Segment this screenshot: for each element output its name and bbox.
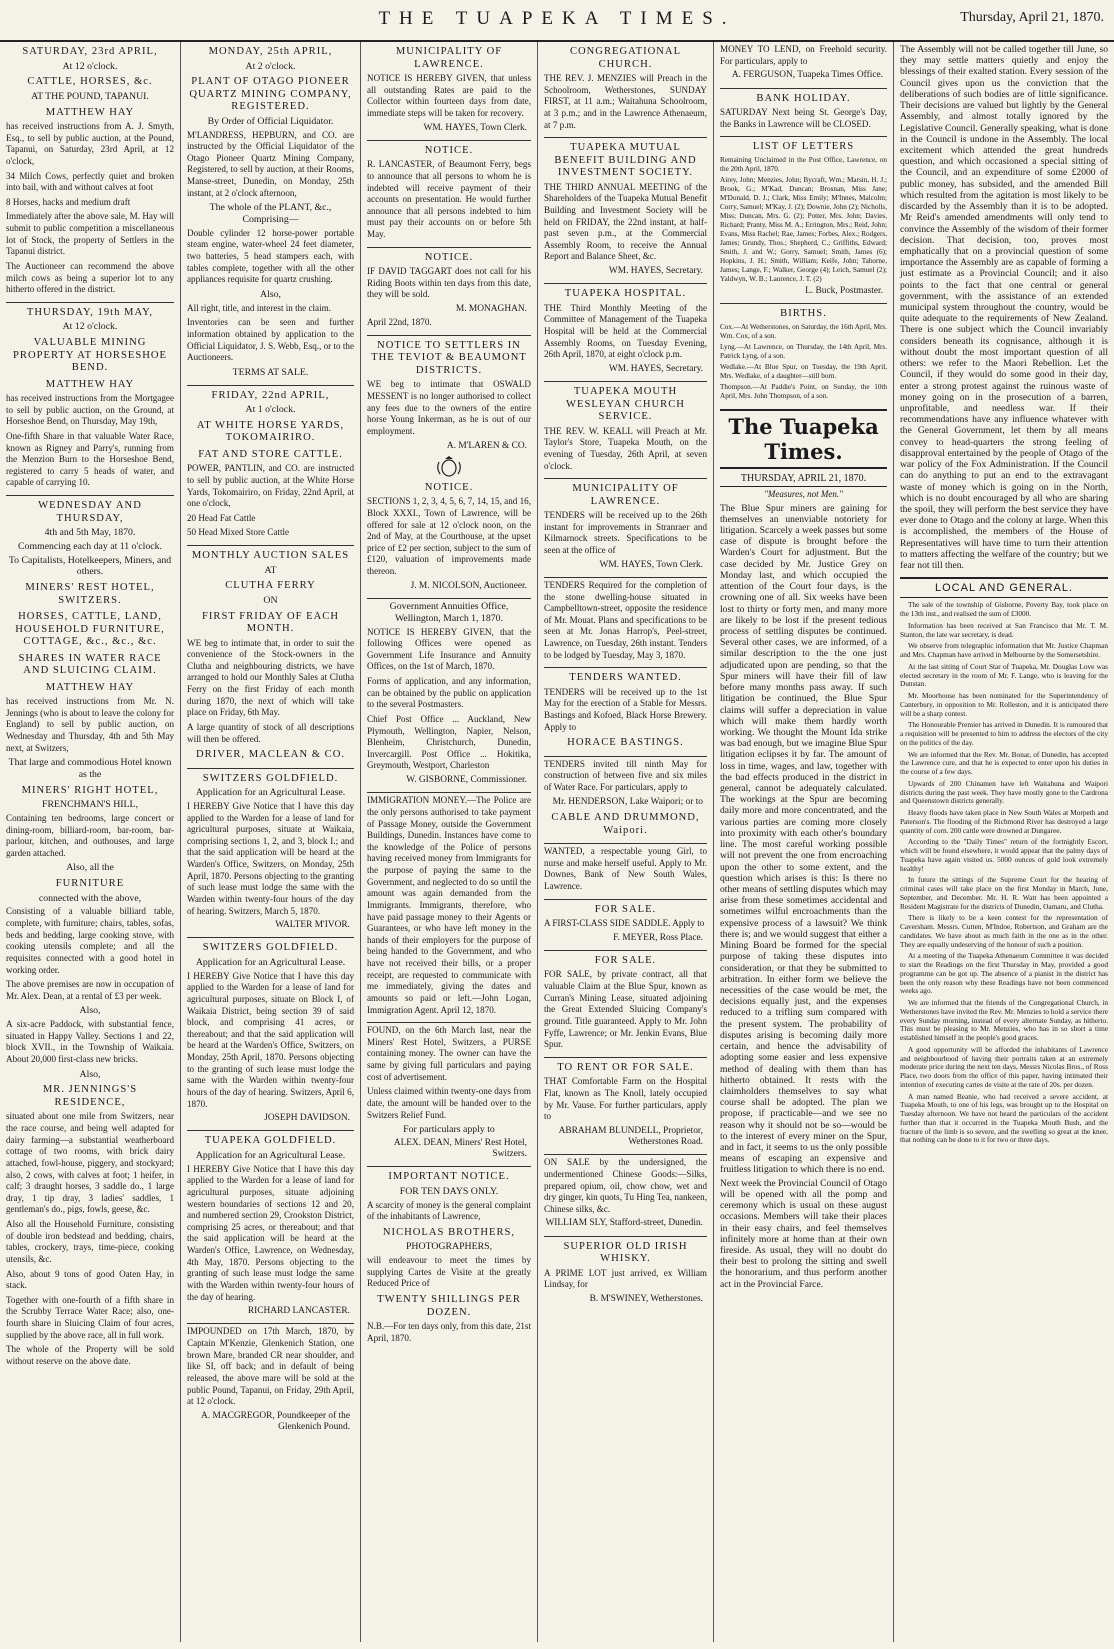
column-3 [360,42,537,1642]
notice-paragraph: FOUND, on the 6th March last, near the Miners' Rest Hotel, Switzers, a PURSE containing money. The owner can have the same by giving full particulars and paying cost of advertisement. [367,1025,531,1082]
notice-paragraph: I HEREBY Give Notice that I have this day applied to the Warden for a lease of land for agricultural purposes, situate at Waikaia, comprising sections 1, 2, and 3, block I.; and that the said application will be heard at the Warden's Office, Switzers, on Monday, 25th April, 1870. Persons objecting to the granting of such lease must lodge the same with the Warden within twenty-four hours of the day of hearing. Switzers, March 5, 1870. [187,800,354,916]
notice-heading: DRIVER, MACLEAN & CO. [195,749,345,761]
notice-signature: J. M. NICOLSON, Auctioneer. [410,580,527,591]
notice-paragraph: WE beg to intimate that, in order to suit the convenience of the Stock-owners in the Clutha and neighbouring districts, we have arranged to hold our Monthly Sales at Clutha Ferry on the first Friday of each month during 1870, the next of which will take place on Friday, 6th May. [187,637,354,718]
notice-heading: TENDERS WANTED. [569,672,682,684]
notice-caption: Government Annuities Office, Wellington, March 1, 1870. [389,601,509,624]
notice-heading: CABLE AND DRUMMOND, Waipori. [551,812,700,836]
news-item: We observe from telegraphic information that Mr. Justice Chapman and Mrs. Chapman have arrived in Melbourne by the Somersetshire. [900,641,1108,660]
notice-heading: TUAPEKA MOUTH WESLEYAN CHURCH SERVICE. [566,386,685,423]
notice-paragraph: Immediately after the above sale, M. Hay will submit to public competition a miscellaneous lot of Stock, the property of Settlers in the Tapanui district. [6,211,174,257]
notice-paragraph: Double cylinder 12 horse-power portable steam engine, water-wheel 24 feet diameter, two batteries, 5 head stampers each, with tables complete, together with all the other appliances requisite for quartz crushing. [187,227,354,285]
small-print: Airey, John; Menzies, John; Bycraft, Wm.; Marsin, H. J.; Brook, G.; M'Kad, Duncan; Brosnan, Miss Jane; M'Donald, D. J.; Clark, Miss Emily; M'Innes, Malcolm; Corry, Samuel; M'Kay, J. (2); Downie, John (2); Nicholls, Miss; Duncan, Mrs. G. (2); Potter, Mrs. John; Davies, Richard; Pranty, Miss M. A.; Errington, Mrs.; Reid, John; Evans, Miss Rachel; Rae, James; Forbes, Alex.; Rodgers, James; Grundy, Thos.; Shepherd, C.; Griffiths, Edward; Smith, J. and W.; Gorry, Samuel; Smith, James (6); Hopkins, J. H.; Smith, William; Keife, John; Taborne, James; Lange, F.; Walker, George (4); Leich, Samuel (2); Yaldwyn, W. B.; Laurence, J. T. (2) [720,175,887,283]
notice-signature: A. MACGREGOR, Poundkeeper of the Glenkenich Pound. [201,1410,350,1433]
notice-heading: BIRTHS. [780,308,827,320]
notice-heading: TUAPEKA MUTUAL BENEFIT BUILDING AND INVESTMENT SOCIETY. [554,142,697,179]
notice-caption: At 2 o'clock. [245,60,296,72]
notice-paragraph: A six-acre Paddock, with substantial fence, situated in Happy Valley. Sections 1 and 22, block XVII., in the Township of Waikaia. About 20,000 first-class new bricks. [6,1019,174,1064]
news-item: In future the sittings of the Supreme Court for the hearing of criminal cases will take place on the first Monday in March, June, September, and December. Mr. H. R. Watt has been appointed a Resident Magistrate for the districts of Dunedin, Oamaru, and Clutha. [900,875,1108,911]
notice-heading: LIST OF LETTERS [752,141,855,153]
news-item: At the last sitting of Court Star of Tuapeka, Mr. Douglas Love was elected secretary in the room of Mr. F. Lange, who is leaving for the Dunstan. [900,661,1108,689]
notice-heading: SUPERIOR OLD IRISH WHISKY. [563,1240,688,1265]
notice-heading: CLUTHA FERRY [225,580,316,592]
notice-signature: WM. HAYES, Secretary. [608,266,703,276]
notice-signature: ABRAHAM BLUNDELL, Proprietor, Wetherstones Road. [558,1125,703,1148]
notice-heading: NOTICE. [424,251,474,263]
notice-heading: MUNICIPALITY OF LAWRENCE. [395,46,503,70]
notice-paragraph: IMPOUNDED on 17th March, 1870, by Captain M'Kenzie, Glenkenich Station, one brown Mare, branded CR near shoulder, and like SI, off back; and in default of being released, the above mare will be sold at the public Pound, Tapanui, on Friday, 29th April, at 12 o'clock. [187,1326,354,1407]
divider [367,1022,531,1023]
notice-heading: NOTICE. [424,144,474,156]
notice-paragraph: THE REV. W. KEALL will Preach at Mr. Taylor's Store, Tuapeka Mouth, on the evening of Tuesday, 26th April, at seven o'clock. [544,425,707,471]
notice-paragraph: IF DAVID TAGGART does not call for his Riding Boots within ten days from this date, they will be sold. [367,266,531,300]
notice-heading: THURSDAY, 19th MAY, [26,306,154,318]
divider [367,140,531,141]
notice-heading: MONDAY, 25th APRIL, [208,46,333,57]
notice-heading: FIRST FRIDAY OF EACH MONTH. [201,610,340,634]
notice-caption: FOR TEN DAYS ONLY. [399,1185,499,1197]
divider [544,843,707,844]
divider [544,1057,707,1058]
notice-paragraph: Unless claimed within twenty-one days from date, the amount will be handed over to the Switzers Relief Fund. [367,1086,531,1120]
notice-caption: 4th and 5th May, 1870. [44,527,136,538]
divider [544,899,707,900]
news-item: Heavy floods have taken place in New South Wales at Morpeth and Paterson's. The flooding of the Richmond River has destroyed a large quantity of corn. 200 cattle were drowned at Dungaree. [900,808,1108,835]
news-item: We are informed that the Rev. Mr. Bonar, of Dunedin, has accepted the Lawrence cure, and that he is expected to enter upon his duties in the course of a few days. [900,749,1108,777]
notice-signature: W. GISBORNE, Commissioner. [406,775,527,785]
notice-heading: FRIDAY, 22nd APRIL, [211,389,330,401]
notice-paragraph: MONEY TO LEND, on Freehold security. For particulars, apply to [720,44,887,66]
notice-caption: Also, [79,1005,101,1017]
notice-caption: TERMS AT SALE. [232,366,309,378]
notice-paragraph: TENDERS will be received up to the 26th instant for improvements in Stranraer and Kilmarnock streets. Specifications to be seen at the office of [544,510,707,556]
notice-signature: M. MONAGHAN. [455,304,527,315]
notice-paragraph: THAT Comfortable Farm on the Hospital Flat, known as The Knoll, lately occupied by Mr. Vause. For further particulars, apply to [544,1076,707,1122]
notice-heading: TUAPEKA HOSPITAL. [564,288,687,300]
notice-signature: WM. HAYES, Town Clerk. [423,122,527,133]
notice-caption: Commencing each day at 11 o'clock. [18,540,162,552]
notice-heading: NOTICE TO SETTLERS IN THE TEVIOT & BEAUMONT DISTRICTS. [371,339,527,376]
notice-paragraph: 34 Milch Cows, perfectly quiet and broken into bail, with and without calves at foot [6,170,174,193]
notice-signature: L. Buck, Postmaster. [805,285,883,296]
notice-paragraph: 50 Head Mixed Store Cattle [187,527,290,538]
notice-paragraph: The above premises are now in occupation of Mr. Alex. Dean, at a rental of £3 per week. [6,979,174,1001]
notice-caption: By Order of Official Liquidator. [207,115,334,127]
small-print: Wedlake.—At Blue Spur, on Tuesday, the 19th April, Mrs. Wedlake, of a daughter—still born. [720,362,887,380]
masthead [0,0,1114,42]
notice-paragraph: A PRIME LOT just arrived, ex William Lindsay, for [544,1267,707,1290]
divider [367,247,531,248]
notice-heading: CONGREGATIONAL CHURCH. [569,46,682,70]
notice-paragraph: ON SALE by the undersigned, the undermentioned Chinese Goods:—Silks, prepared opium, oil, chow chow, wet and dry ginger, kin quots, Tu Hing Tea, nankeen, Chinese silks, &c. [544,1157,707,1214]
notice-signature: WM. HAYES, Town Clerk. [599,559,703,570]
masthead-title: THE TUAPEKA TIMES. [378,8,736,29]
notice-paragraph: A FIRST-CLASS SIDE SADDLE. Apply to [544,918,705,928]
notice-paragraph: FOR SALE, by private contract, all that valuable Claim at the Blue Spur, known as Curran's Mining Lease, situated adjoining the Great Extended Sluicing Company's ground. Title guaranteed. Apply to Mr. John Fyffe, Lawrence; or Mr. Jenkin Evans, Blue Spur. [544,969,707,1050]
notice-paragraph: WE beg to intimate that OSWALD MESSENT is no longer authorised to collect any fees due to the owners of the entire horse Young Inkerman, as he is out of our employment. [367,379,531,436]
notice-paragraph: SECTIONS 1, 2, 3, 4, 5, 6, 7, 14, 15, and 16, Block XXXI., Town of Lawrence, will be offered for sale at 12 o'clock noon, on the 2nd of May, at the Courthouse, at the upset price of £2 per section, subject to the sum of £120, valuation of improvements made thereon. [367,496,531,577]
notice-paragraph: NOTICE IS HEREBY GIVEN, that the following Offices were opened as Government Life Insurance and Annuity Offices, on the 1st of March, 1870. [367,626,531,672]
masthead-date: Thursday, April 21, 1870. [960,10,1104,25]
notice-paragraph: A large quantity of stock of all descriptions will then be offered. [187,721,354,744]
notice-heading: VALUABLE MINING PROPERTY AT HORSESHOE BEND. [13,337,167,373]
small-print: Thompson.—At Paddie's Point, on Sunday, the 10th April, Mrs. John Thompson, of a son. [720,382,887,400]
notice-heading: FOR SALE. [594,903,657,915]
notice-paragraph: TENDERS invited till ninth May for construction of between five and six miles of Water Race. For particulars, apply to [544,758,707,793]
notice-signature: A. M'LAREN & CO. [446,440,527,451]
notice-paragraph: will endeavour to meet the times by supplying Cartes de Visite at the greatly Reduced Price of [367,1255,531,1289]
editorial-date: THURSDAY, APRIL 21, 1870. [720,471,887,487]
divider [367,1166,531,1167]
notice-heading: MATTHEW HAY [45,681,135,693]
column-4 [537,42,713,1642]
notice-signature: WALTER M'IVOR. [275,920,350,931]
column-1 [0,42,180,1642]
notice-caption: Also, [79,1068,101,1080]
divider [544,283,707,284]
notice-paragraph: WANTED, a respectable young Girl, to nurse and make herself useful. Apply to Mr. Downes, Bank of New South Wales, Lawrence. [544,846,707,891]
notice-signature: RICHARD LANCASTER. [247,1306,350,1317]
divider [544,478,707,479]
notice-paragraph: The whole of the Property will be sold without reserve on the above date. [6,1344,174,1366]
notice-signature: A. FERGUSON, Tuapeka Times Office. [731,70,883,81]
notice-paragraph: NOTICE IS HEREBY GIVEN, that unless all outstanding Rates are paid to the Collector within fourteen days from date, immediate steps will be taken for recovery. [367,73,531,118]
notice-heading: TUAPEKA GOLDFIELD. [204,1135,337,1147]
notice-signature: B. M'SWINEY, Wetherstones. [589,1294,703,1304]
divider [367,335,531,336]
notice-paragraph: April 22nd, 1870. [367,317,432,328]
small-print: Remaining Unclaimed in the Post Office, Lawrence, on the 20th April, 1870. [720,155,887,173]
news-item: Information has been received at San Francisco that Mr. T. M. Stanton, the late war secretary, is dead. [900,620,1108,639]
notice-heading: SWITZERS GOLDFIELD. [202,772,339,784]
notice-caption: At 12 o'clock. [62,60,118,72]
notice-heading: FURNITURE [55,878,125,890]
notice-heading: MATTHEW HAY [45,378,135,390]
notice-paragraph: N.B.—For ten days only, from this date, 21st April, 1870. [367,1321,531,1343]
divider [720,136,887,137]
notice-paragraph: Consisting of a valuable billiard table, complete, with furniture; chairs, tables, sofas, beds and bedding, large cooking stove, with cooking utensils complete; and all the requisites connected with a good hotel in working order. [6,906,174,975]
editorial-paragraph: The Assembly will not be called together till June, so they may settle matters quietly and enjoy the blessings of their exalted station. Every session of the Council gives upon us the conviction that the deliberations of such bodies are of little significance. Their decisions are valued but lightly by the General Assembly, and almost totally ignored by the Legislative Council. Generally speaking, what is done in the Council is undone in the Assembly. The local excitement which attended the great hundreds question, and which occasioned a special sitting of the Council, and an expenditure of some £2000 of public money, has subsided, and the amended Bill which resulted from the agitation is most likely to be discarded by the Assembly than it is to be adopted. Mr Reid's amended amendments will only tend to convince the Assembly of the wisdom of their former decision. That decision, too, proves most emphatically that on a provincial question of some importance the Assembly are as capable of forming a just estimate as a Provincial Council; and it also points to the fact that one central or general government, with the assistance of an extended municipal system throughout the country, would be quite adequate to the requirements of New Zealand. There is one subject which the Council invariably considers beneath its cognisance, although it is without doubt the most important question of all others: we refer to the Maori Rebellion. Let the Council, if they would do some good in their day, enter a strong protest against the ruinous waste of money going on in the prosecution of a barren, unprofitable, and needless war. If their recommendations have any influence whatever with the General Government, let them by all means convey to head-quarters the strong feeling of disapproval entertained by the people of Otago of the war policy of the Fox Administration. If the Council can do anything to put an end to the extravagant waste of money which is going on in the North, which is no doubt encouraged by all who are sharing the spoil, they will perform the best service they have ever done to Otago and the colony at large. When this is accomplished, the members of the House of Representatives will have time to turn their attention to matters affecting the welfare of the country; but we fear not till then. [900,44,1108,572]
divider [367,792,531,793]
notice-heading: FOR SALE. [594,954,657,966]
notice-heading: NICHOLAS BROTHERS, [382,1226,516,1238]
notice-paragraph: TENDERS will be received up to the 1st May for the erection of a Stable for Messrs. Bastings and Kofoed, Black Horse Brewery. Apply to [544,686,707,732]
notice-caption: FRENCHMAN'S HILL, [42,799,138,811]
notice-paragraph: IMMIGRATION MONEY.—The Police are the only persons authorised to take payment of Passage Money, outside the Government Buildings, Dunedin. Instances have come to the knowledge of the Police of persons having received money from Immigrants for the purpose of paying the same to the Government, and neglected to do so until the amount was again demanded from the Immigrants. Immigrants, therefore, who have paid passage money to their Agents or Guarantees, or who have left money in the hands of their employers for the purpose of being handed to the Government, and who have not received their bills, or a proper receipt, are requested to communicate with me immediately, giving the dates and amounts so paid or left.—John Logan, Immigration Agent. April 12, 1870. [367,795,531,1015]
notice-paragraph: Together with one-fourth of a fifth share in the Scrubby Terrace Water Race; also, one-fourth share in Sluicing Claim of four acres, supplied by the above race, all in full work. [6,1294,174,1340]
notice-paragraph: situated about one mile from Switzers, near the race course, and being well adapted for dairy farming—a substantial weatherboard cottage of two rooms, with brick dairy attached, fowl-house, piggery, and stockyard; also, 2 cows, with calves at foot; 1 heifer, in calf; 3 draught horses, 3 saddle do., 1 large dray, 1 tip dray, 3 ladies' saddles, 1 gentleman's do., pigs, fowls, geese, &c. [6,1111,174,1215]
notice-heading: HORSES, CATTLE, LAND, HOUSEHOLD FURNITURE, COTTAGE, &c., &c., &c. [15,611,165,647]
notice-caption: That large and commodious Hotel known as the [8,757,172,780]
notice-heading: AT WHITE HORSE YARDS, TOKOMAIRIRO. [196,419,345,444]
notice-signature: ALEX. DEAN, Miners' Rest Hotel, Switzers. [393,1137,527,1160]
notice-heading: MUNICIPALITY OF LAWRENCE. [572,483,679,507]
divider [187,768,354,769]
royal-crest-icon [435,456,463,478]
notice-heading: CATTLE, HORSES, &c. [27,76,153,88]
notice-paragraph: has received instructions from Mr. N. Jennings (who is about to leave the colony for England) to sell by public auction, on Wednesday and Thursday, 4th and 5th May next, at Switzers, [6,696,174,753]
news-item: Mr. Moorhouse has been nominated for the Superintendency of Canterbury, in opposition to Mr. Rolleston, and it is anticipated there will be a sharp contest. [900,691,1108,718]
notice-heading: NOTICE. [424,481,474,493]
notice-paragraph: I HEREBY Give Notice that I have this day applied to the Warden for a lease of land for agricultural purposes, situate on Block I, of Waikaia District, being section 39 of said block, and comprising 41 acres, or thereabout; and that the said application will be heard at the Warden's Office, Switzers, on Monday, 25th April, 1870. Persons objecting to the granting of such lease must lodge the same with the Warden within twenty-four hours of the day of hearing. Switzers, April 6, 1870. [187,970,354,1109]
news-item: At a meeting of the Tuapeka Athenaeum Committee it was decided to start the Readings on the first Thursday in May, provided a good programme can be got up. The absence of a pianist in the district has been the only reason why these Readings have not been commenced weeks ago. [900,951,1108,996]
notice-paragraph: 8 Horses, hacks and medium draft [6,196,131,207]
notice-paragraph: Also, about 9 tons of good Oaten Hay, in stack. [6,1268,174,1291]
notice-paragraph: The Auctioneer can recommend the above milch cows as being a superior lot to any hitherto offered in the district. [6,260,174,295]
notice-paragraph: M'LANDRESS, HEPBURN, and CO. are instructed by the Official Liquidator of the Otago Pioneer Quartz Mining Company, Registered, to sell by auction, at their Rooms, Manse-street, Dunedin, on Monday, 25th instant, at 2 o'clock afternoon, [187,129,354,198]
notice-caption: To Capitalists, Hotelkeepers, Miners, and others. [8,554,172,578]
notice-heading: TWENTY SHILLINGS PER DOZEN. [377,1294,521,1318]
notice-heading: TO RENT OR FOR SALE. [557,1061,694,1073]
notice-caption: At 12 o'clock. [62,321,118,333]
notice-paragraph: THE REV. J. MENZIES will Preach in the Schoolroom, Wetherstones, SUNDAY FIRST, at 11 a.m.; Waitahuna Schoolroom, at 3 p.m.; and in the Lawrence Athenaeum, at 7 p.m. [544,73,707,130]
news-item: The sale of the township of Gisborne, Poverty Bay, took place on the 13th inst., and realised the sum of £3000. [900,600,1108,619]
notice-heading: MINERS' RIGHT HOTEL, [21,784,159,796]
column-6 [893,42,1114,1642]
notice-heading: SWITZERS GOLDFIELD. [202,942,339,954]
notice-paragraph: Inventories can be seen and further information obtained by application to the Official Liquidator, J. S. Webb, Esq., or to the Auctioneers. [187,317,354,363]
notice-paragraph: Also all the Household Furniture, consisting of double iron bedstead and bedding, chairs, tables, crockery, trays, time-piece, cooking utensils, &c. [6,1219,174,1264]
divider [187,545,354,546]
divider [720,303,887,304]
notice-signature: JOSEPH DAVIDSON. [264,1113,350,1124]
editorial-motto: "Measures, not Men." [764,488,843,499]
notice-paragraph: TENDERS Required for the completion of the stone dwelling-house situated in Campbelltown-street, opposite the residence of Mr. Mouat. Plans and specifications to be seen at Mr. Jonas Harrop's, Peel-street, Lawrence, on Tuesday, 26th instant. Tenders to be lodged by Tuesday, May 3, 1870. [544,579,707,660]
news-item: Upwards of 200 Chinamen have left Waitahuna and Waipori districts during the past week. They have mostly gone to the Cardrona and Queenstown districts generally. [900,778,1108,806]
notice-paragraph: I HEREBY Give Notice that I have this day applied to the Warden for a lease of land for agricultural purposes, situate adjoining western boundaries of sections 12 and 20, and numbered section 29, Crookston District, comprising 25 acres, or thereabout; and that the said application will be heard at the Warden's Office, Lawrence, on Wednesday, 4th May, 1870. Persons objecting to the granting of such lease must lodge the same with the Warden within twenty-four hours of the day of hearing. [187,1163,354,1302]
notice-signature: Mr. HENDERSON, Lake Waipori; or to [552,796,703,807]
divider [544,1236,707,1237]
divider [187,1323,354,1324]
divider [6,302,174,303]
notice-caption: For particulars apply to [403,1124,495,1136]
notice-paragraph: R. LANCASTER, of Beaumont Ferry, begs to announce that all persons to whom he is indebted will receive payment of their accounts on presentation. He would further announce that all persons indebted to him must pay their accounts on or before 5th May. [367,159,531,240]
notice-paragraph: One-fifth Share in that valuable Water Race, known as Rigney and Parry's, running from the Menzion Burn to the Horseshoe Bend, registered to carry 5 heads of water, and capable of carrying 10. [6,430,174,488]
notice-paragraph: has received instructions from the Mortgagee to sell by public auction, on the Ground, at Horseshoe Bend, on Thursday, May 19th, [6,393,174,427]
news-item: We are informed that the friends of the Congregational Church, in Wetherstones have invited the Rev. Mr. Menzies to hold a service there every Sunday morning, instead of every alternate Sunday, as hitherto. This must be pleasing to Mr. Menzies, who has in so short a time established himself in the people's good graces. [900,998,1108,1043]
notice-paragraph: THE THIRD ANNUAL MEETING of the Shareholders of the Tuapeka Mutual Benefit Building and Investment Society will be held on FRIDAY, the 22nd instant, at half-past seven p.m., at the Commercial Assembly Room, to receive the Annual Report and Balance Sheet, &c. [544,181,707,262]
section-heading-local-general: LOCAL AND GENERAL. [900,577,1108,598]
column-2 [180,42,360,1642]
editorial-paragraph: Next week the Provincial Council of Otago will be opened with all the pomp and ceremony which is usual on these august occasions. Members will take their places in their easy chairs, and feel themselves infinitely more at home than at their own fireside. As usual, they will no doubt do their best to prolong the sitting and swell the honorarium, and thus perform another act in the Provincial Farce. [720,1177,887,1290]
notice-heading: IMPORTANT NOTICE. [388,1171,510,1183]
notice-caption: The whole of the PLANT, &c., Comprising— [209,202,332,225]
notice-caption: Application for an Agricultural Lease. [195,1149,346,1161]
notice-paragraph: THE Third Monthly Meeting of the Committee of Management of the Tuapeka Hospital will be held at the Commercial Assembly Rooms, on Tuesday Evening, 26th April, 1870, at eight o'clock p.m. [544,302,707,360]
divider [544,577,707,578]
divider [544,1154,707,1155]
news-item: A good opportunity will be afforded the inhabitants of Lawrence and neighbourhood of having their portraits taken at an extremely moderate price during the next ten days, Messrs Nicolas Bros., of Ross Place, two doors from the office of this paper, having intimated their intention of executing cartes de visite at the rate of 20s. per dozen. [900,1044,1108,1089]
small-print: Cox.—At Wetherstones, on Saturday, the 16th April, Mrs. Wm. Cox, of a son. [720,322,887,340]
notice-heading: FAT AND STORE CATTLE. [198,448,343,460]
news-item: According to the "Daily Times" return of the fortnightly Escort, which will be found elsewhere, it would appear that the palmy days of Tuapeka have again visited us. 5000 ounces of gold look extremely healthy! [900,837,1108,873]
notice-heading: MONTHLY AUCTION SALES [191,550,350,561]
news-item: There is likely to be a keen contest for the representation of Caversham. Messrs. Cutten, M'Indoe, Robertson, and Graham are the candidates. We have about as much faith in the one as in the other. They are equally undeserving of the honour of such a position. [900,913,1108,949]
notice-paragraph: Chief Post Office ... Auckland, New Plymouth, Wellington, Napier, Nelson, Blenheim, Christchurch, Dunedin, Invercargill. Post Office ... Hokitika, Greymouth, Westport, Charleston [367,713,531,771]
divider [187,937,354,938]
notice-paragraph: Containing ten bedrooms, large concert or dining-room, billiard-room, bar-room, bar-parlour, kitchen, and outhouses, and large garden attached. [6,812,174,858]
notice-paragraph: has received instructions from A. J. Smyth, Esq., to sell by public auction, at the Pound, Tapanui, on Saturday, 23rd April, at 12 o'clock, [6,121,174,166]
divider [6,495,174,496]
notice-caption: Also, [260,288,281,300]
divider [544,381,707,382]
notice-caption: AT THE POUND, TAPANUI. [31,90,149,102]
notice-caption: AT [264,564,277,576]
column-5 [713,42,893,1642]
divider [544,667,707,668]
notice-signature: WM. HAYES, Secretary. [608,363,703,374]
notice-paragraph: A scarcity of money is the general complaint of the inhabitants of Lawrence, [367,1199,531,1222]
notice-signature: WILLIAM SLY, Stafford-street, Dunedin. [545,1218,703,1229]
notice-heading: SHARES IN WATER RACE AND SLUICING CLAIM. [18,652,162,676]
editorial-masthead: The Tuapeka Times. [720,409,887,469]
notice-caption: connected with the above, [38,892,142,904]
notice-heading: BANK HOLIDAY. [756,92,851,104]
news-item: A man named Beanie, who had received a severe accident, at Tuapeka Mouth, to one of his legs, was brought up to the Hospital on Tuesday afternoon. We have not heard the particulars of the accident further than that it occurred in the Tuapeka Mouth Bush, and the fracture of the limb is so severe, and the swelling so great at the knee, that nothing can be done to it for two or three days. [900,1091,1108,1145]
notice-heading: SATURDAY, 23rd APRIL, [22,46,158,57]
notice-heading: PLANT OF OTAGO PIONEER QUARTZ MINING COMPANY, REGISTERED. [189,76,352,113]
notice-heading: WEDNESDAY AND THURSDAY, [38,500,142,524]
news-item: The Honourable Premier has arrived in Dunedin. It is rumoured that a requisition will be presented to him to address the electors of the city on the politics of the day. [900,720,1108,747]
notice-heading: HORACE BASTINGS. [567,737,684,749]
notice-paragraph: Forms of application, and any information, can be obtained by the public on application to the several Postmasters. [367,676,531,710]
small-print: Lyng.—At Lawrence, on Thursday, the 14th April, Mrs. Patrick Lyng, of a son. [720,342,887,360]
notice-heading: MATTHEW HAY [45,106,135,118]
notice-signature: F. MEYER, Ross Place. [613,932,703,943]
notice-heading: MR. JENNINGS'S RESIDENCE, [42,1084,138,1108]
divider [544,950,707,951]
divider [544,756,707,757]
notice-caption: Application for an Agricultural Lease. [195,956,346,968]
notice-heading: MINERS' REST HOTEL, SWITZERS. [25,582,155,606]
notice-caption: At 1 o'clock. [245,404,296,415]
notice-paragraph: SATURDAY Next being St. George's Day, the Banks in Lawrence will be CLOSED. [720,107,887,129]
notice-caption: PHOTOGRAPHERS, [405,1241,493,1253]
notice-caption: Also, all the [66,862,114,874]
editorial-paragraph: The Blue Spur miners are gaining for themselves an unenviable notoriety for litigation. Scarcely a week passes but some case of dispute is brought before the Warden's Court for adjustment. But the case decided by Mr. Justice Grey on Monday last, and which occupied the attention of the Court four days, is the crowning one of all. Six weeks have been lost to thirty or forty men, and many more are likely to be lost if the present tedious process of settling disputes be continued. Several other cases, we are informed, of a similar description to the the one just adjudicated upon are pending, so that the Spur miners will have their fill of law before many months pass away. If such litigation be continued, the Blue Spur claims will suffer a depreciation in value which will make them hardly worth working. We thought the Mount Ida strike was bad enough, but we imagine Blue Spur litigation eclipses it by far. The amount of loss in time, wages, and law, together with the bad effects produced in the district in general, cannot be adequately calculated. The workings at the Spur are becoming daily more and more concentrated, and the various parties are coming more closely into proximity with each other's boundary line. The most careful working possible will not prevent the one from encroaching upon the other to some extent, and the question which arises is this: Is there no other means of settling disputes which may arise from these sometimes accidental and sometimes wilful encroachments than the expensive process of a lawsuit? We think there is; and we would suggest that either a Mining Board be formed for the special purpose of taking these disputes into consideration, or that they be submitted to arbitration. In either form we believe the necessities of the case would be met, the decisions equally just, and the expenses reduced to a trifling sum compared with the present system. The probability of disputes arising is becoming daily more certain, and hence the advisability of adopting some easier and less expensive method of dealing with them than has hitherto obtained. It rests with the claimholders themselves to say what course shall be adopted. The plan we propose, if practicable—and we see no reason why it should not be so—would be to the interest of every miner on the Spur, and in fact, it seems to us the only possible means of escaping an expensive and fruitless litigation to which there is no end. [720,502,887,1176]
divider [367,598,531,599]
notice-caption: Application for an Agricultural Lease. [195,787,346,799]
notice-paragraph: All right, title, and interest in the claim. [187,302,331,313]
divider [187,1130,354,1131]
notice-caption: ON [263,594,278,606]
divider [187,385,354,386]
divider [544,137,707,138]
notice-paragraph: 20 Head Fat Cattle [187,512,256,523]
notice-paragraph: POWER, PANTLIN, and CO. are instructed to sell by public auction, at the White Horse Yards, Tokomairiro, on Friday, 22nd April, at one o'clock, [187,463,354,509]
divider [720,88,887,89]
